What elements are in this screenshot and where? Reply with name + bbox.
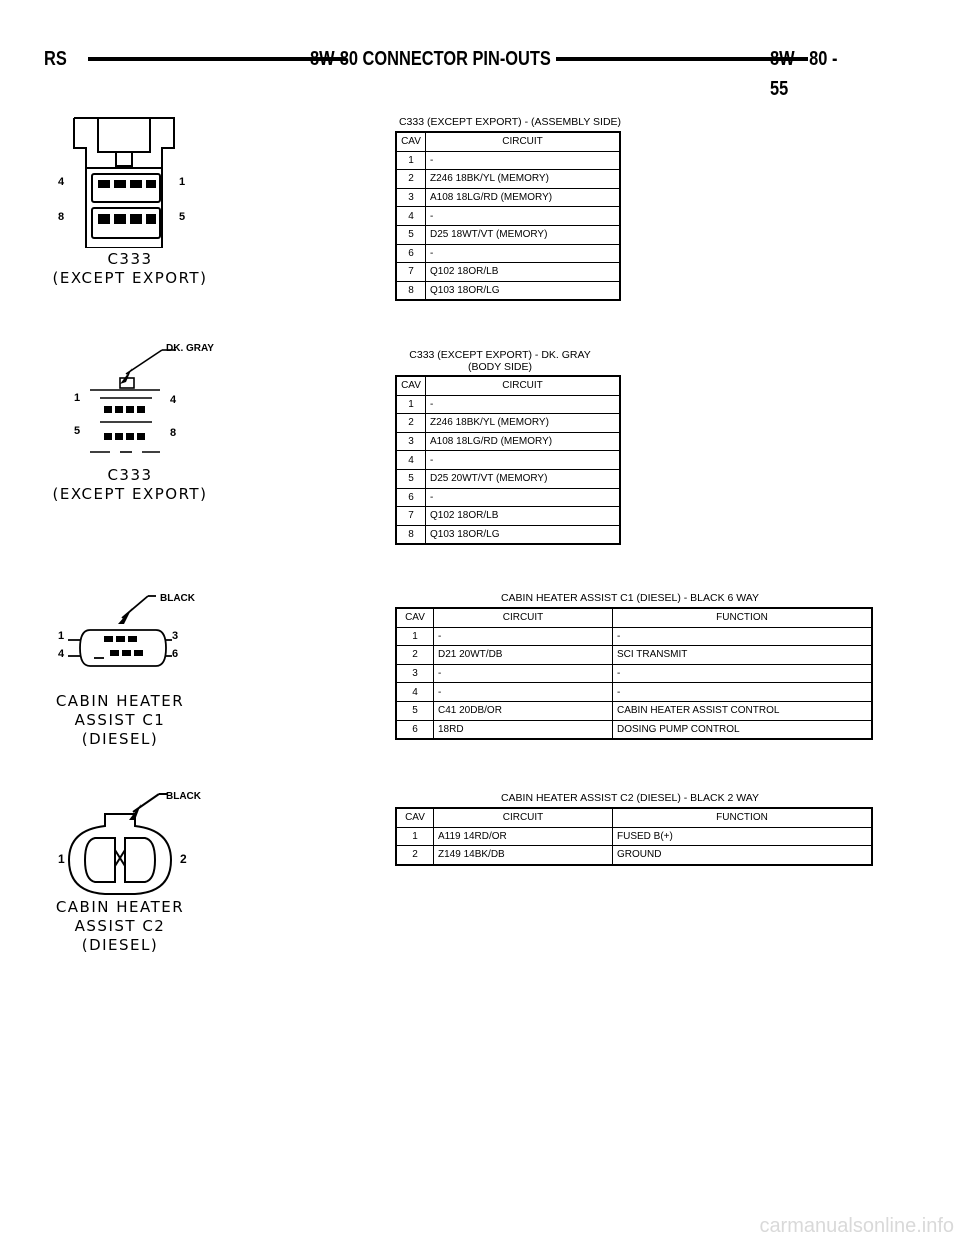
circuit-cell: - (434, 664, 613, 683)
column-header: CAV (396, 376, 426, 395)
connector-subtitle: (EXCEPT EXPORT) (52, 485, 208, 503)
table-caption: C333 (EXCEPT EXPORT) - DK. GRAY (BODY SIDE) (409, 349, 591, 373)
connector-name (50, 466, 210, 504)
connector-title: C333 (107, 466, 153, 484)
connector-color-label: BLACK (166, 791, 201, 802)
circuit-cell: Q103 18OR/LG (426, 525, 621, 544)
table-row (396, 170, 620, 189)
cav-cell: 4 (396, 683, 434, 702)
header-title: 8W-80 CONNECTOR PIN-OUTS (310, 48, 551, 70)
table-row (396, 263, 620, 282)
function-cell: - (613, 627, 873, 646)
table-row (396, 207, 620, 226)
column-header: CAV (396, 608, 434, 627)
pin-label-8: 8 (58, 211, 65, 223)
connector-subtitle: ASSIST C2 (74, 917, 166, 935)
table-row (396, 664, 872, 683)
table-row (396, 525, 620, 544)
connector-name (40, 898, 200, 955)
pinout-table (395, 607, 873, 740)
cav-cell: 6 (396, 244, 426, 263)
column-header: CAV (396, 132, 426, 151)
connector-color-label: DK. GRAY (166, 343, 214, 354)
circuit-cell: Z246 18BK/YL (MEMORY) (426, 414, 621, 433)
circuit-cell: - (426, 395, 621, 414)
connector-subtitle: ASSIST C1 (74, 711, 166, 729)
cav-cell: 5 (396, 701, 434, 720)
circuit-cell: - (426, 207, 621, 226)
cav-cell: 6 (396, 488, 426, 507)
connector-title: CABIN HEATER (55, 692, 185, 710)
column-header: CAV (396, 808, 434, 827)
table-row (396, 395, 620, 414)
circuit-cell: - (426, 244, 621, 263)
circuit-cell: 18RD (434, 720, 613, 739)
column-header: FUNCTION (613, 808, 873, 827)
table-caption: C333 (EXCEPT EXPORT) - (ASSEMBLY SIDE) (398, 116, 622, 128)
pin-label-1: 1 (58, 852, 65, 866)
circuit-cell: D25 18WT/VT (MEMORY) (426, 225, 621, 244)
table-row (396, 720, 872, 739)
function-cell: - (613, 683, 873, 702)
function-cell: - (613, 664, 873, 683)
connector-c333-body-diagram (80, 340, 210, 460)
pin-label-1: 1 (179, 176, 186, 188)
circuit-cell: A108 18LG/RD (MEMORY) (426, 188, 621, 207)
pin-label-3: 3 (172, 630, 179, 642)
pin-label-1: 1 (58, 630, 65, 642)
circuit-cell: D21 20WT/DB (434, 646, 613, 665)
cav-cell: 2 (396, 846, 434, 865)
connector-color-label: BLACK (160, 593, 195, 604)
header-page-number: 8W - 80 - 55 (770, 48, 838, 100)
column-header: FUNCTION (613, 608, 873, 627)
pin-label-2: 2 (180, 852, 187, 866)
cav-cell: 1 (396, 151, 426, 170)
table-row (396, 683, 872, 702)
function-cell: DOSING PUMP CONTROL (613, 720, 873, 739)
cav-cell: 3 (396, 664, 434, 683)
cav-cell: 2 (396, 646, 434, 665)
function-cell: CABIN HEATER ASSIST CONTROL (613, 701, 873, 720)
circuit-cell: A108 18LG/RD (MEMORY) (426, 432, 621, 451)
circuit-cell: D25 20WT/VT (MEMORY) (426, 469, 621, 488)
table-row (396, 507, 620, 526)
cav-cell: 1 (396, 627, 434, 646)
circuit-cell: Q102 18OR/LB (426, 507, 621, 526)
circuit-cell: Q102 18OR/LB (426, 263, 621, 282)
table-row (396, 225, 620, 244)
table-row (396, 244, 620, 263)
table-row (396, 281, 620, 300)
function-cell: FUSED B(+) (613, 827, 873, 846)
page-header (44, 44, 876, 100)
cav-cell: 2 (396, 414, 426, 433)
cav-cell: 5 (396, 469, 426, 488)
header-left: RS (44, 48, 67, 70)
cav-cell: 1 (396, 827, 434, 846)
circuit-cell: A119 14RD/OR (434, 827, 613, 846)
column-header: CIRCUIT (426, 132, 621, 151)
table-row (396, 151, 620, 170)
circuit-cell: Z149 14BK/DB (434, 846, 613, 865)
table-row (396, 188, 620, 207)
pin-label-4: 4 (58, 176, 65, 188)
pin-label-8: 8 (170, 427, 177, 439)
pinout-table (395, 375, 621, 545)
connector-name (40, 692, 200, 749)
table-row (396, 701, 872, 720)
cav-cell: 7 (396, 507, 426, 526)
column-header: CIRCUIT (426, 376, 621, 395)
column-header: CIRCUIT (434, 608, 613, 627)
pin-label-5: 5 (74, 425, 81, 437)
function-cell: GROUND (613, 846, 873, 865)
connector-title: C333 (107, 250, 153, 268)
table-row (396, 432, 620, 451)
column-header: CIRCUIT (434, 808, 613, 827)
cav-cell: 1 (396, 395, 426, 414)
pinout-table (395, 131, 621, 301)
circuit-cell: Q103 18OR/LG (426, 281, 621, 300)
table-row (396, 451, 620, 470)
pin-label-4: 4 (170, 394, 177, 406)
circuit-cell: - (434, 683, 613, 702)
pin-label-1: 1 (74, 392, 81, 404)
circuit-cell: - (426, 151, 621, 170)
cav-cell: 6 (396, 720, 434, 739)
cav-cell: 8 (396, 525, 426, 544)
table-row (396, 827, 872, 846)
header-rule-left (88, 57, 346, 61)
table-caption: CABIN HEATER ASSIST C1 (DIESEL) - BLACK 6 WAY (500, 592, 760, 604)
cav-cell: 5 (396, 225, 426, 244)
cav-cell: 8 (396, 281, 426, 300)
connector-subtitle: (EXCEPT EXPORT) (52, 269, 208, 287)
table-row (396, 414, 620, 433)
cav-cell: 7 (396, 263, 426, 282)
table-row (396, 846, 872, 865)
table-row (396, 469, 620, 488)
connector-name (50, 250, 210, 288)
circuit-cell: - (434, 627, 613, 646)
table-caption: CABIN HEATER ASSIST C2 (DIESEL) - BLACK 2 WAY (500, 792, 760, 804)
cav-cell: 2 (396, 170, 426, 189)
connector-subtitle: (DIESEL) (81, 936, 159, 954)
pinout-table (395, 807, 873, 866)
circuit-cell: Z246 18BK/YL (MEMORY) (426, 170, 621, 189)
cav-cell: 3 (396, 188, 426, 207)
connector-cabin-heater-c2-diagram (55, 790, 195, 900)
cav-cell: 3 (396, 432, 426, 451)
pin-label-5: 5 (179, 211, 186, 223)
connector-title: CABIN HEATER (55, 898, 185, 916)
circuit-cell: C41 20DB/OR (434, 701, 613, 720)
cav-cell: 4 (396, 451, 426, 470)
cav-cell: 4 (396, 207, 426, 226)
table-row (396, 627, 872, 646)
watermark: carmanualsonline.info (759, 1215, 954, 1237)
table-row (396, 646, 872, 665)
pin-label-6: 6 (172, 648, 179, 660)
circuit-cell: - (426, 451, 621, 470)
table-row (396, 488, 620, 507)
pin-label-4: 4 (58, 648, 65, 660)
circuit-cell: - (426, 488, 621, 507)
function-cell: SCI TRANSMIT (613, 646, 873, 665)
connector-subtitle: (DIESEL) (81, 730, 159, 748)
